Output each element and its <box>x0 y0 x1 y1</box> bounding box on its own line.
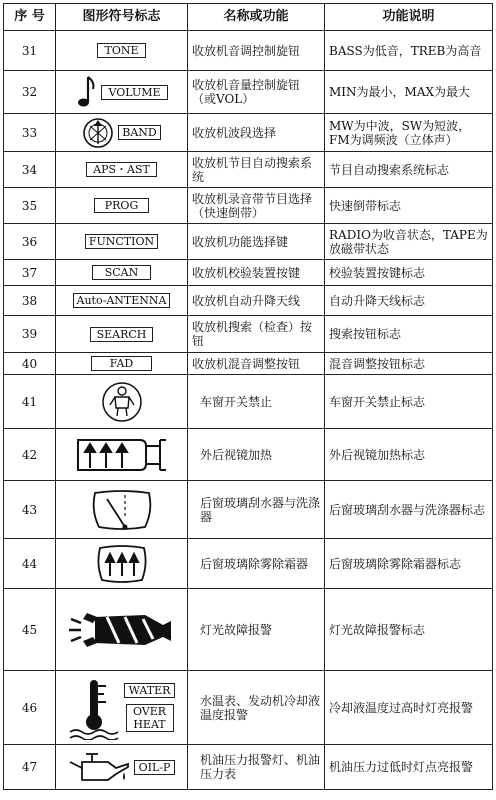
row-desc: RADIO为收音状态，TAPE为放磁带状态 <box>325 224 493 260</box>
symbol-cell <box>56 375 188 429</box>
row-number: 36 <box>4 224 56 260</box>
table-row <box>4 745 493 790</box>
symbol-label: WATER <box>124 683 176 698</box>
row-desc: 快速倒带标志 <box>325 188 493 224</box>
symbol-cell <box>56 114 188 152</box>
row-name: 车窗开关禁止 <box>188 375 325 429</box>
row-name: 后窗玻璃除雾除霜器 <box>188 539 325 589</box>
symbol-label: TONE <box>97 43 145 58</box>
row-number: 35 <box>4 188 56 224</box>
symbol-cell <box>56 316 188 353</box>
symbol-label: BAND <box>118 125 160 140</box>
row-number: 47 <box>4 745 56 790</box>
music-note-icon <box>75 74 97 110</box>
row-number: 37 <box>4 260 56 286</box>
symbol-cell <box>56 71 188 114</box>
row-name: 收放机校验装置按键 <box>188 260 325 286</box>
row-desc: MW为中波，SW为短波，FM为调频波（立体声） <box>325 114 493 152</box>
symbol-label: APS・AST <box>86 162 157 177</box>
coolant-temperature-icon <box>68 676 120 740</box>
row-number: 43 <box>4 481 56 539</box>
mirror-heating-icon <box>74 434 170 476</box>
table-row <box>4 286 493 316</box>
row-desc: 校验装置按键标志 <box>325 260 493 286</box>
table-row <box>4 589 493 671</box>
table-row <box>4 481 493 539</box>
row-number: 45 <box>4 589 56 671</box>
row-name: 收放机节目自动搜索系统 <box>188 152 325 188</box>
row-desc: 灯光故障报警标志 <box>325 589 493 671</box>
row-name: 水温表、发动机冷却液温度报警 <box>188 671 325 745</box>
row-name: 收放机音调控制旋钮 <box>188 31 325 71</box>
row-number: 44 <box>4 539 56 589</box>
row-name: 收放机自动升降天线 <box>188 286 325 316</box>
table-row <box>4 260 493 286</box>
header-row <box>4 4 493 31</box>
row-number: 42 <box>4 429 56 481</box>
rear-defrost-icon <box>94 544 150 584</box>
row-name: 收放机录音带节目选择（快速倒带） <box>188 188 325 224</box>
symbol-label: SEARCH <box>90 327 154 342</box>
symbol-label: OIL-P <box>134 760 176 775</box>
symbol-label: SCAN <box>92 265 152 280</box>
table-row <box>4 188 493 224</box>
window-lock-person-icon <box>101 381 143 423</box>
table-row <box>4 539 493 589</box>
table-row <box>4 375 493 429</box>
symbol-cell <box>56 539 188 589</box>
oil-can-icon <box>68 750 130 784</box>
table-row <box>4 152 493 188</box>
row-desc: 后窗玻璃刮水器与洗涤器标志 <box>325 481 493 539</box>
table-row <box>4 671 493 745</box>
row-desc: 机油压力过低时灯点亮报警 <box>325 745 493 790</box>
row-number: 40 <box>4 353 56 375</box>
row-number: 32 <box>4 71 56 114</box>
row-name: 机油压力报警灯、机油压力表 <box>188 745 325 790</box>
symbol-cell <box>56 260 188 286</box>
row-number: 39 <box>4 316 56 353</box>
symbol-cell <box>56 671 188 745</box>
header-symbol: 图形符号标志 <box>56 4 188 31</box>
symbol-label-overheat: OVER HEAT <box>126 704 174 732</box>
symbol-cell <box>56 152 188 188</box>
row-desc: 车窗开关禁止标志 <box>325 375 493 429</box>
row-name: 后窗玻璃刮水器与洗涤器 <box>188 481 325 539</box>
row-name: 灯光故障报警 <box>188 589 325 671</box>
row-name: 收放机音量控制旋钮（或VOL） <box>188 71 325 114</box>
table-row <box>4 316 493 353</box>
row-number: 46 <box>4 671 56 745</box>
symbol-cell <box>56 429 188 481</box>
symbol-cell <box>56 31 188 71</box>
row-desc: 自动升降天线标志 <box>325 286 493 316</box>
row-number: 31 <box>4 31 56 71</box>
symbol-cell <box>56 286 188 316</box>
table-row <box>4 114 493 152</box>
header-no: 序 号 <box>4 4 56 31</box>
symbol-label: FAD <box>91 356 152 371</box>
table-row <box>4 353 493 375</box>
symbol-label: Auto-ANTENNA <box>73 293 171 308</box>
rear-wiper-washer-icon <box>87 487 157 533</box>
symbol-cell <box>56 224 188 260</box>
row-number: 34 <box>4 152 56 188</box>
row-desc: BASS为低音，TREB为高音 <box>325 31 493 71</box>
table-row <box>4 429 493 481</box>
symbol-label: VOLUME <box>101 85 167 100</box>
row-desc: 搜索按钮标志 <box>325 316 493 353</box>
symbol-table <box>3 3 493 790</box>
band-dial-icon <box>82 117 114 149</box>
table-row <box>4 224 493 260</box>
row-desc: 混音调整按钮标志 <box>325 353 493 375</box>
row-name: 外后视镜加热 <box>188 429 325 481</box>
header-name: 名称或功能 <box>188 4 325 31</box>
row-number: 33 <box>4 114 56 152</box>
row-desc: MIN为最小，MAX为最大 <box>325 71 493 114</box>
row-name: 收放机搜索（检查）按钮 <box>188 316 325 353</box>
table-row <box>4 71 493 114</box>
symbol-cell <box>56 481 188 539</box>
row-name: 收放机功能选择键 <box>188 224 325 260</box>
symbol-cell <box>56 353 188 375</box>
row-number: 38 <box>4 286 56 316</box>
row-name: 收放机波段选择 <box>188 114 325 152</box>
symbol-cell <box>56 589 188 671</box>
row-desc: 节目自动搜索系统标志 <box>325 152 493 188</box>
lamp-failure-icon <box>67 605 177 655</box>
row-desc: 冷却液温度过高时灯亮报警 <box>325 671 493 745</box>
row-desc: 后窗玻璃除雾除霜器标志 <box>325 539 493 589</box>
header-desc: 功能说明 <box>325 4 493 31</box>
row-desc: 外后视镜加热标志 <box>325 429 493 481</box>
symbol-label: PROG <box>94 198 150 213</box>
symbol-cell <box>56 188 188 224</box>
symbol-cell <box>56 745 188 790</box>
symbol-label: FUNCTION <box>85 234 158 249</box>
row-number: 41 <box>4 375 56 429</box>
row-name: 收放机混音调整按钮 <box>188 353 325 375</box>
table-row <box>4 31 493 71</box>
